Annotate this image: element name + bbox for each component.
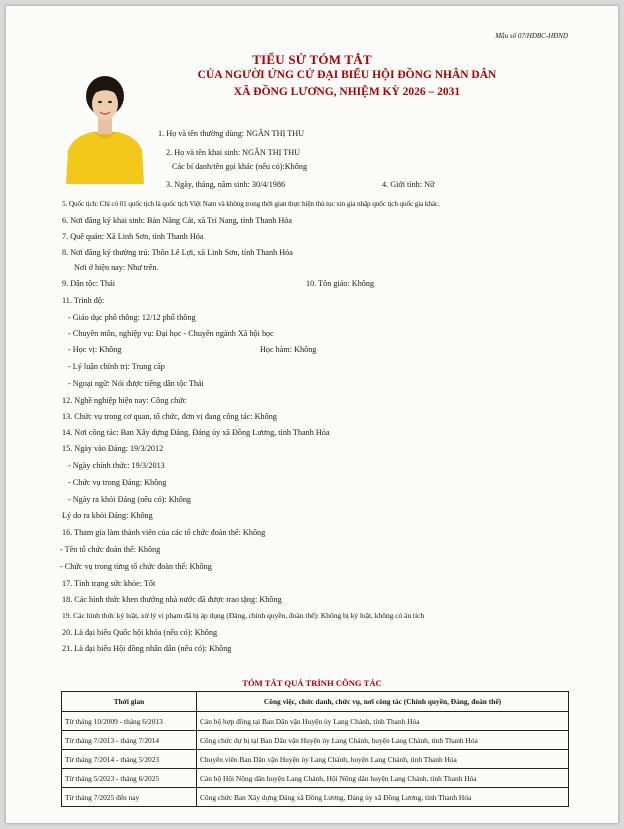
period-cell: Từ tháng 7/2014 - tháng 5/2023 (62, 750, 197, 769)
candidate-photo (64, 72, 146, 184)
period-cell: Từ tháng 10/2009 - tháng 6/2013 (62, 712, 197, 731)
academic-title: Học hàm: Không (260, 345, 317, 354)
education-heading: 11. Trình độ: (62, 296, 105, 305)
current-residence: Nơi ở hiện nay: Như trên. (74, 263, 159, 272)
work-history-table (61, 691, 569, 807)
job-cell: Công chức dự bị tại Ban Dân vận Huyện ủy Lang Chánh, huyện Lang Chánh, tỉnh Thanh Hóa (197, 731, 569, 750)
position: 13. Chức vụ trong cơ quan, tổ chức, đơn vị đang công tác: Không (62, 412, 277, 421)
organization-name: - Tên tổ chức đoàn thể: Không (60, 545, 161, 554)
table-row (62, 750, 569, 769)
party-position: - Chức vụ trong Đảng: Không (68, 478, 167, 487)
column-header-period: Thời gian (62, 692, 197, 712)
organization-membership: 16. Tham gia làm thành viên của các tổ chức đoàn thể: Không (62, 528, 266, 537)
table-row (62, 731, 569, 750)
ethnicity: 9. Dân tộc: Thái (62, 279, 116, 288)
national-assembly-delegate: 20. Là đại biểu Quốc hội khóa (nếu có): Không (62, 628, 218, 637)
state-awards: 18. Các hình thức khen thưởng nhà nước đã được trao tặng: Không (62, 595, 282, 604)
table-row (62, 769, 569, 788)
professional-qualification: - Chuyên môn, nghiệp vụ: Đại học - Chuyên ngành Xã hội học (68, 329, 274, 338)
birth-registration-place: 6. Nơi đăng ký khai sinh: Bản Năng Cát, xã Trí Nang, tỉnh Thanh Hóa (62, 216, 292, 225)
portrait-image (64, 72, 146, 184)
party-leave-reason: Lý do ra khỏi Đảng: Không (62, 511, 153, 520)
date-of-birth: 3. Ngày, tháng, năm sinh: 30/4/1986 (166, 180, 286, 189)
political-theory: - Lý luận chính trị: Trung cấp (68, 362, 165, 371)
gender: 4. Giới tính: Nữ (382, 180, 435, 189)
document-page (6, 6, 618, 823)
job-cell: Công chức Ban Xây dựng Đảng xã Đồng Lương, Đảng ủy xã Đồng Lương, tỉnh Thanh Hóa (197, 788, 569, 807)
religion: 10. Tôn giáo: Không (306, 279, 375, 288)
health-status: 17. Tình trạng sức khỏe: Tốt (62, 579, 156, 588)
period-cell: Từ tháng 5/2023 - tháng 6/2025 (62, 769, 197, 788)
hometown: 7. Quê quán: Xã Linh Sơn, tỉnh Thanh Hóa (62, 232, 204, 241)
party-leave-date: - Ngày ra khỏi Đảng (nếu có): Không (68, 495, 192, 504)
permanent-residence: 8. Nơi đăng ký thường trú: Thôn Lê Lợi, xã Linh Sơn, tỉnh Thanh Hóa (62, 248, 293, 257)
foreign-language: - Ngoại ngữ: Nói được tiếng dân tộc Thái (68, 379, 204, 388)
period-cell: Từ tháng 7/2025 đến nay (62, 788, 197, 807)
document-title: TIỂU SỬ TÓM TẮT (252, 52, 372, 67)
table-header-row (62, 692, 569, 712)
period-cell: Từ tháng 7/2013 - tháng 7/2014 (62, 731, 197, 750)
aliases: Các bí danh/tên gọi khác (nếu có):Không (172, 162, 308, 171)
party-join-date: 15. Ngày vào Đảng: 19/3/2012 (62, 444, 164, 453)
job-cell: Cán bộ Hội Nông dân huyện Lang Chánh, Hội Nông dân huyện Lang Chánh, tỉnh Thanh Hóa (197, 769, 569, 788)
document-subtitle-1: CỦA NGƯỜI ỨNG CỬ ĐẠI BIỂU HỘI ĐỒNG NHÂN DÂN (197, 69, 497, 81)
birth-name: 2. Họ và tên khai sinh: NGÂN THỊ THU (166, 148, 301, 157)
disciplinary-records: 19. Các hình thức kỷ luật, xử lý vi phạm đã bị áp dụng (Đảng, chính quyền, đoàn thể): Không bị kỷ luật, không có án tích (62, 611, 425, 620)
general-education: - Giáo dục phổ thông: 12/12 phổ thông (68, 313, 196, 322)
nationality: 5. Quốc tịch: Chỉ có 01 quốc tịch là quốc tịch Việt Nam và không trong thời gian thực hiện thủ tục xin gia nhập quốc tịch quốc gia khác. (62, 199, 440, 208)
table-row (62, 788, 569, 807)
occupation: 12. Nghề nghiệp hiện nay: Công chức (62, 396, 187, 405)
party-official-date: - Ngày chính thức: 19/3/2013 (68, 461, 165, 470)
work-history-title: TÓM TẮT QUÁ TRÌNH CÔNG TÁC (242, 678, 382, 688)
job-cell: Cán bộ hợp đồng tại Ban Dân vận Huyện ủy Lang Chánh, tỉnh Thanh Hóa (197, 712, 569, 731)
form-number: Mẫu số 07/HĐBC-HĐND (495, 32, 568, 40)
table-row (62, 712, 569, 731)
column-header-job: Công việc, chức danh, chức vụ, nơi công tác (Chính quyền, Đảng, đoàn thể) (197, 692, 569, 712)
document-subtitle-2: XÃ ĐỒNG LƯƠNG, NHIỆM KỲ 2026 – 2031 (233, 86, 461, 98)
organization-position: - Chức vụ trong từng tổ chức đoàn thể: Không (60, 562, 212, 571)
common-name: 1. Họ và tên thường dùng: NGÂN THỊ THU (158, 129, 305, 138)
job-cell: Chuyên viên Ban Dân vận Huyện ủy Lang Chánh, huyện Lang Chánh, tỉnh Thanh Hóa (197, 750, 569, 769)
workplace: 14. Nơi công tác: Ban Xây dựng Đảng, Đảng ủy xã Đồng Lương, tỉnh Thanh Hóa (62, 428, 330, 437)
academic-degree: - Học vị: Không (68, 345, 122, 354)
council-delegate: 21. Là đại biểu Hội đồng nhân dân (nếu có): Không (62, 644, 232, 653)
